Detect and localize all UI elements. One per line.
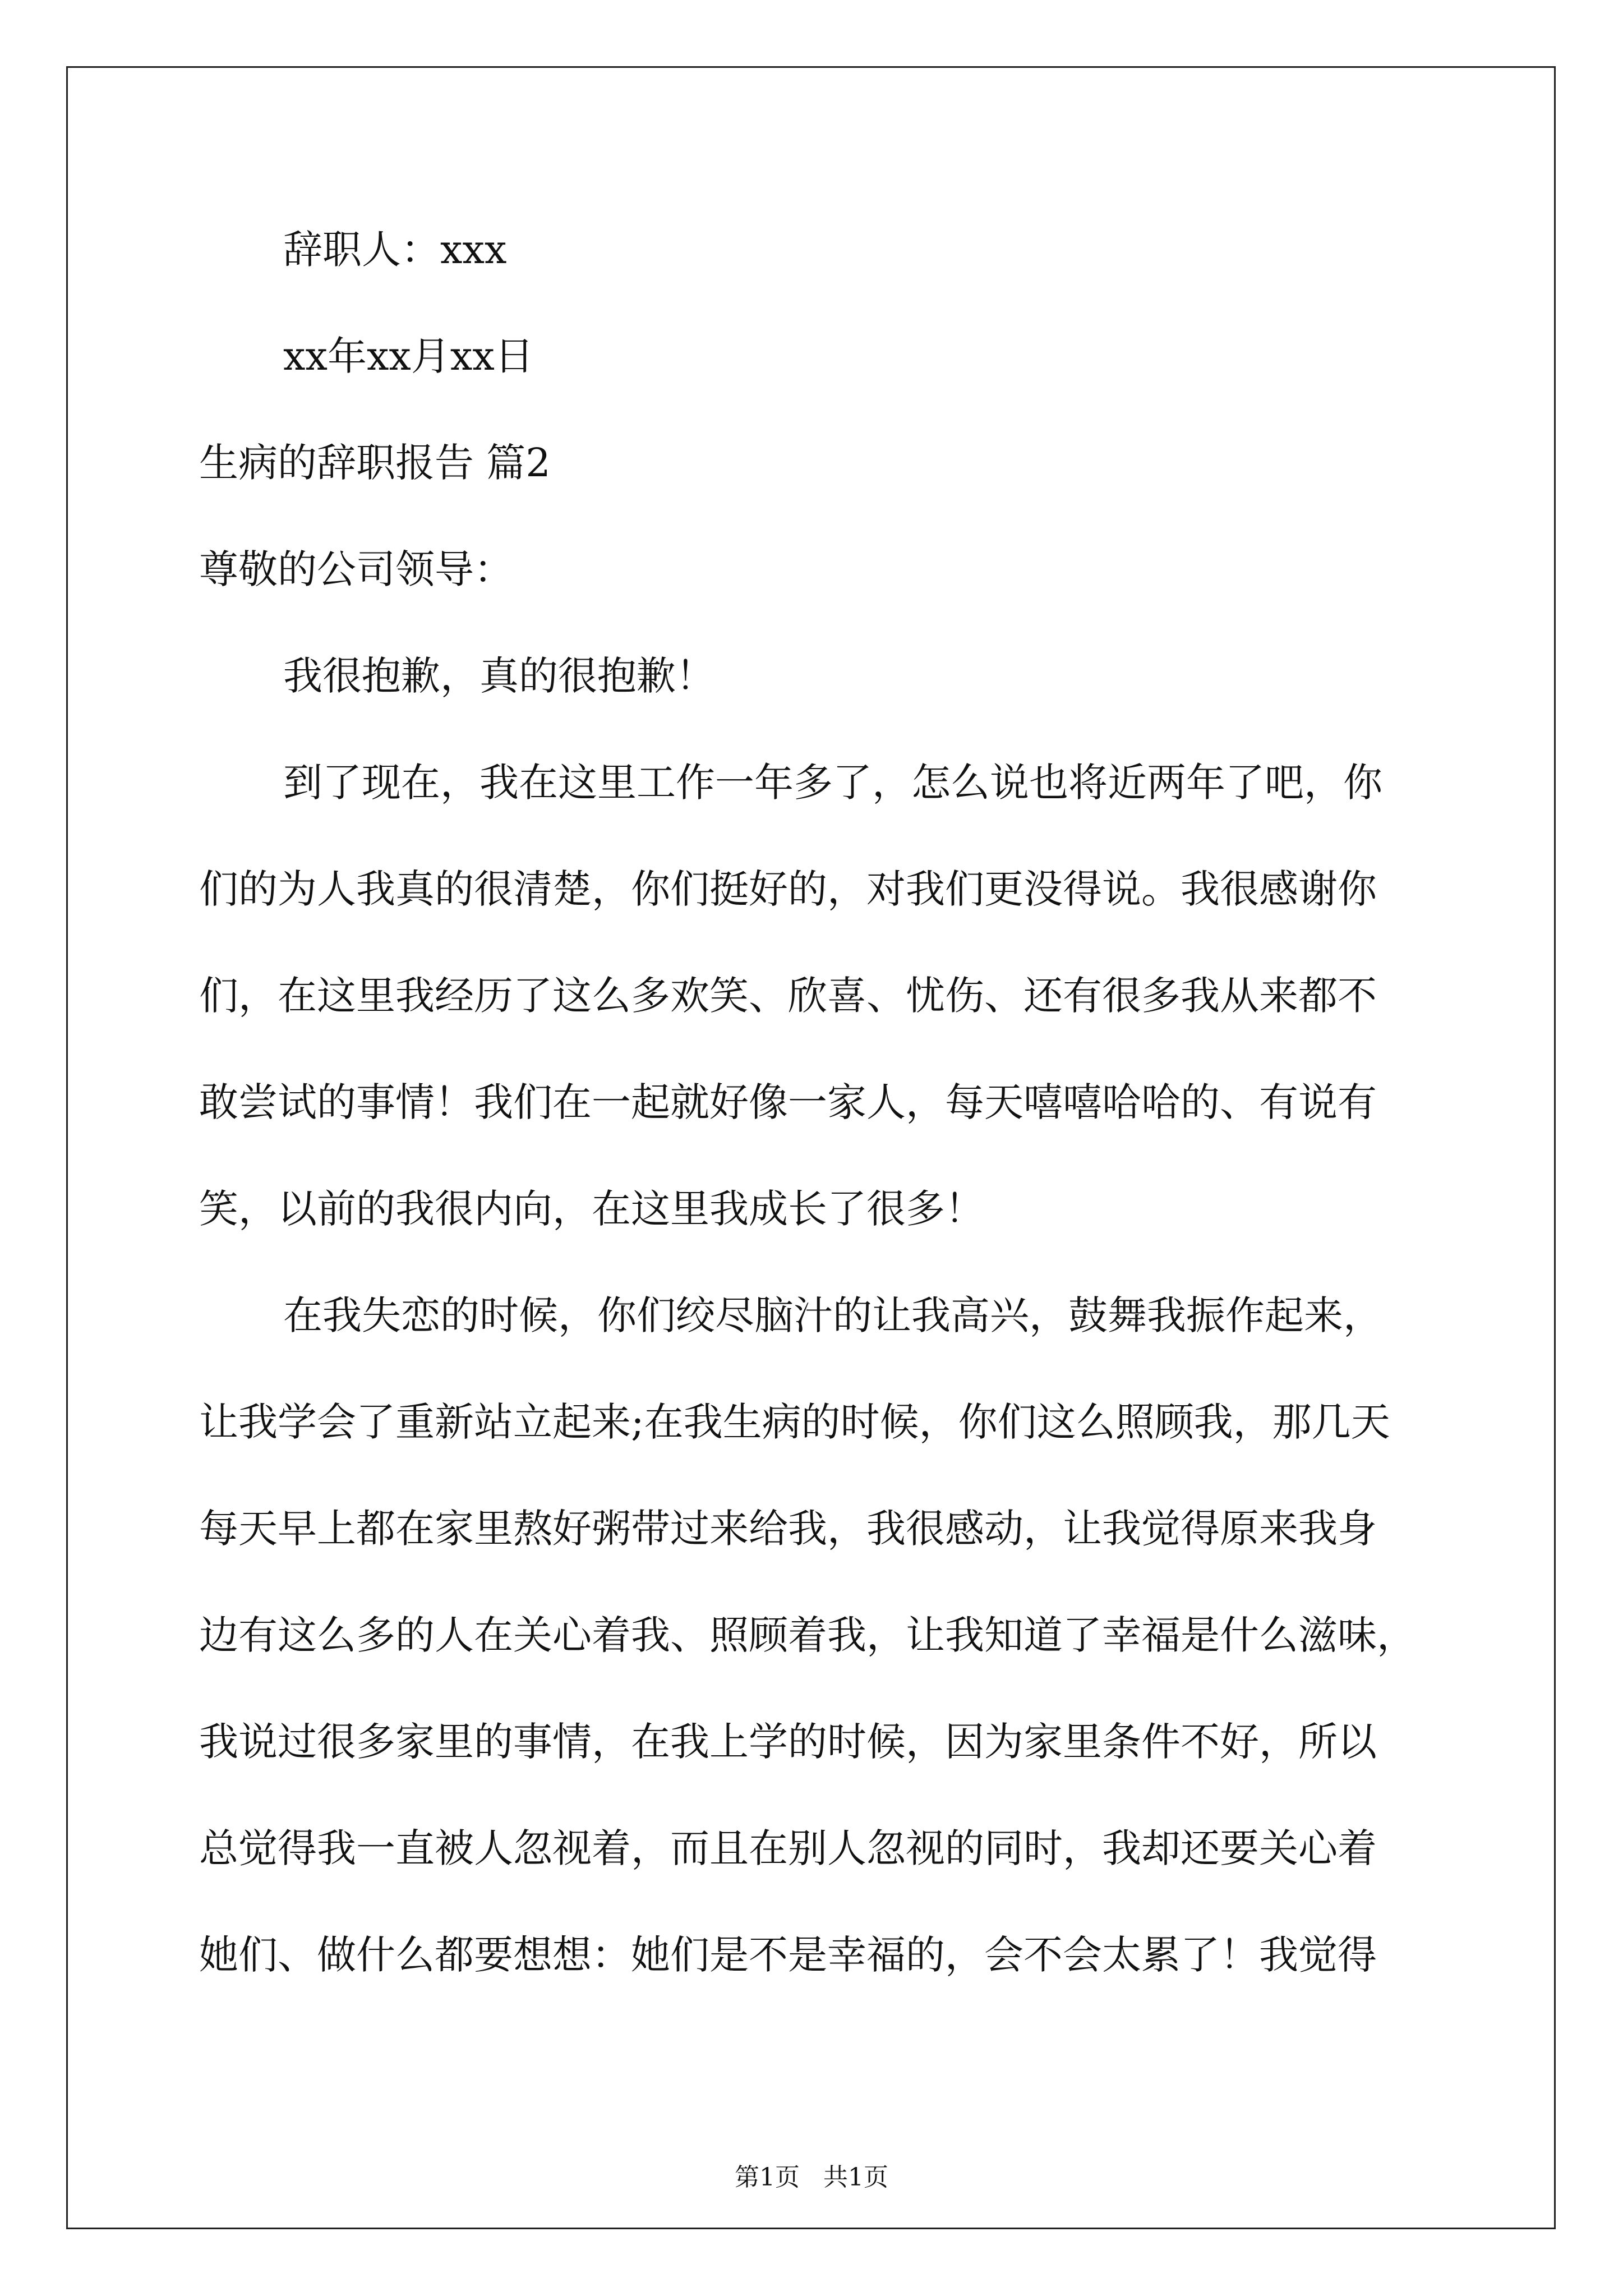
body-line: 敢尝试的事情！我们在一起就好像一家人，每天嘻嘻哈哈的、有说有 (199, 1079, 1377, 1125)
salutation: 尊敬的公司领导： (199, 546, 513, 592)
resigner-line: 辞职人：xxx (283, 227, 507, 273)
body-line: 让我学会了重新站立起来;在我生病的时候，你们这么照顾我，那几天 (199, 1399, 1390, 1445)
body-line: 们，在这里我经历了这么多欢笑、欣喜、忧伤、还有很多我从来都不 (199, 973, 1377, 1019)
body-line: 她们、做什么都要想想：她们是不是幸福的，会不会太累了！我觉得 (199, 1932, 1377, 1978)
body-line: 每天早上都在家里熬好粥带过来给我，我很感动，让我觉得原来我身 (199, 1506, 1377, 1552)
body-line: 总觉得我一直被人忽视着，而且在别人忽视的同时，我却还要关心着 (199, 1825, 1377, 1871)
body-line: 们的为人我真的很清楚，你们挺好的，对我们更没得说。我很感谢你 (199, 866, 1377, 912)
date-line: xx年xx月xx日 (283, 333, 534, 379)
section-heading: 生病的辞职报告 篇2 (199, 440, 551, 486)
page-footer: 第1页 共1页 (735, 2163, 888, 2192)
body-line: 笑，以前的我很内向，在这里我成长了很多！ (199, 1186, 984, 1232)
body-line: 到了现在，我在这里工作一年多了，怎么说也将近两年了吧，你 (283, 760, 1382, 806)
page-border (66, 66, 1556, 2229)
body-line: 边有这么多的人在关心着我、照顾着我，让我知道了幸福是什么滋味， (199, 1612, 1416, 1658)
body-line: 我说过很多家里的事情，在我上学的时候，因为家里条件不好，所以 (199, 1719, 1377, 1765)
body-line: 在我失恋的时候，你们绞尽脑汁的让我高兴，鼓舞我振作起来， (283, 1292, 1382, 1338)
body-line: 我很抱歉，真的很抱歉！ (283, 653, 715, 699)
